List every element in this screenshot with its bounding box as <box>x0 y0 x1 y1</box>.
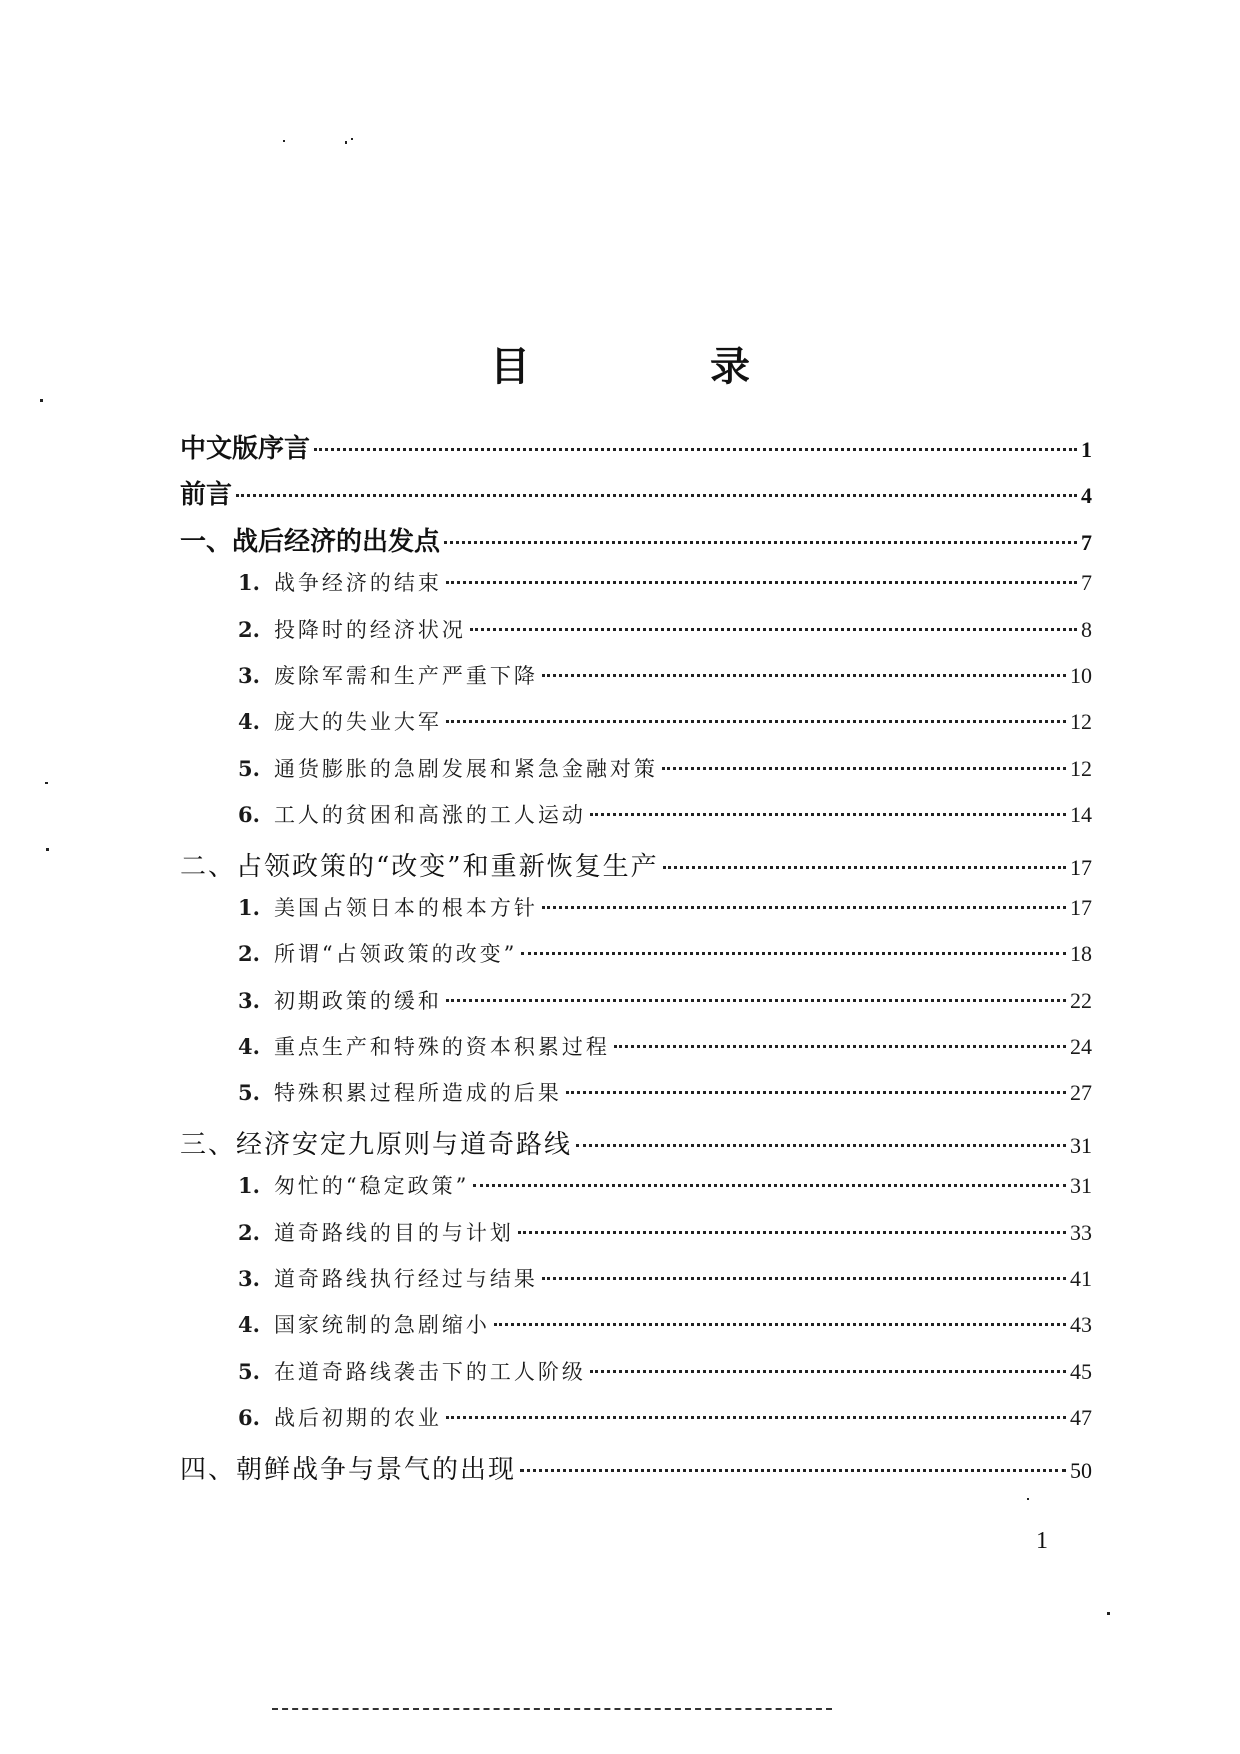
scan-bottom-rule <box>272 1708 832 1710</box>
toc-entry-page: 41 <box>1070 1266 1092 1292</box>
toc-section-3-6[interactable] <box>180 1402 1092 1448</box>
toc-section-3-4[interactable] <box>180 1309 1092 1355</box>
toc-section-1-3[interactable] <box>180 660 1092 706</box>
toc-section-1-6[interactable] <box>180 799 1092 845</box>
toc-entry-chinese-preface[interactable] <box>180 428 1092 474</box>
dot-leader <box>590 813 1066 816</box>
toc-section-number: 4. <box>238 1034 260 1060</box>
toc-section-2-2[interactable] <box>180 938 1092 984</box>
toc-section-number: 1. <box>238 894 260 920</box>
toc-entry-page: 4 <box>1081 483 1092 509</box>
dot-leader <box>542 674 1066 677</box>
toc-chapter-number: 一、 <box>180 526 233 557</box>
toc-entry-page: 33 <box>1070 1219 1092 1245</box>
scan-speck <box>45 782 48 784</box>
toc-section-number: 4. <box>238 709 260 735</box>
scan-speck <box>283 140 285 142</box>
toc-entry-label: 在道奇路线袭击下的工人阶级 <box>273 1359 586 1384</box>
toc-section-2-5[interactable] <box>180 1077 1092 1123</box>
toc-section-2-3[interactable] <box>180 985 1092 1031</box>
dot-leader <box>446 999 1066 1002</box>
toc-entry-label: 所谓“占领政策的改变” <box>273 942 518 967</box>
toc-entry-label: 朝鲜战争与景气的出现 <box>236 1454 517 1485</box>
dot-leader <box>494 1323 1066 1326</box>
toc-section-2-1[interactable] <box>180 892 1092 938</box>
page-title: 目 录 <box>490 343 820 390</box>
toc-section-number: 3. <box>238 987 260 1013</box>
toc-chapter-4[interactable] <box>180 1449 1092 1495</box>
toc-section-number: 5. <box>238 1358 260 1384</box>
toc-entry-page: 10 <box>1070 662 1092 688</box>
toc-section-number: 3. <box>238 1266 260 1292</box>
dot-leader <box>446 581 1077 584</box>
toc-section-1-2[interactable] <box>180 614 1092 660</box>
scan-speck <box>1027 1498 1029 1500</box>
toc-chapter-3[interactable] <box>180 1124 1092 1170</box>
toc-entry-page: 1 <box>1081 437 1092 462</box>
dot-leader <box>518 1231 1066 1234</box>
toc-entry-label: 战后经济的出发点 <box>232 526 441 557</box>
toc-chapter-number: 四、 <box>180 1454 237 1485</box>
toc-entry-label: 初期政策的缓和 <box>273 988 442 1013</box>
toc-entry-page: 7 <box>1081 570 1092 596</box>
scan-speck <box>1107 1612 1110 1615</box>
toc-entry-label: 废除军需和生产严重下降 <box>273 663 538 688</box>
toc-entry-page: 50 <box>1070 1457 1092 1483</box>
scan-speck <box>40 399 43 402</box>
dot-leader <box>446 720 1066 723</box>
toc-entry-preface[interactable] <box>180 474 1092 520</box>
toc-entry-page: 14 <box>1070 802 1092 828</box>
dot-leader <box>470 628 1077 631</box>
toc-entry-page: 31 <box>1070 1173 1092 1199</box>
dot-leader <box>542 1277 1066 1280</box>
dot-leader <box>473 1184 1066 1187</box>
dot-leader <box>566 1091 1066 1094</box>
toc-section-number: 6. <box>238 1405 260 1431</box>
toc-entry-label: 匆忙的“稳定政策” <box>273 1174 470 1199</box>
toc-section-3-5[interactable] <box>180 1356 1092 1402</box>
toc-entry-page: 27 <box>1070 1080 1092 1106</box>
toc-entry-page: 12 <box>1070 709 1092 735</box>
toc-chapter-number: 二、 <box>180 851 237 882</box>
toc-entry-page: 43 <box>1070 1312 1092 1338</box>
toc-entry-label: 占领政策的“改变”和重新恢复生产 <box>236 851 659 882</box>
toc-entry-page: 7 <box>1081 529 1092 555</box>
toc-entry-page: 22 <box>1070 987 1092 1013</box>
toc-entry-label: 通货膨胀的急剧发展和紧急金融对策 <box>273 756 658 781</box>
table-of-contents <box>180 428 1092 1495</box>
page-number: 1 <box>1036 1528 1048 1554</box>
dot-leader <box>662 767 1066 770</box>
toc-entry-label: 前言 <box>180 480 233 511</box>
toc-entry-label: 庞大的失业大军 <box>273 710 442 735</box>
toc-chapter-1[interactable] <box>180 521 1092 567</box>
dot-leader <box>542 906 1066 909</box>
toc-section-number: 5. <box>238 1080 260 1106</box>
toc-section-number: 5. <box>238 755 260 781</box>
toc-section-1-1[interactable] <box>180 567 1092 613</box>
toc-entry-page: 17 <box>1070 854 1092 880</box>
toc-entry-label: 投降时的经济状况 <box>273 617 466 642</box>
toc-section-number: 4. <box>238 1312 260 1338</box>
toc-entry-label: 经济安定九原则与道奇路线 <box>236 1129 573 1160</box>
toc-section-number: 6. <box>238 802 260 828</box>
toc-entry-page: 45 <box>1070 1358 1092 1384</box>
toc-entry-page: 24 <box>1070 1034 1092 1060</box>
toc-entry-page: 8 <box>1081 616 1092 642</box>
toc-entry-label: 国家统制的急剧缩小 <box>273 1313 490 1338</box>
scan-speck <box>46 848 49 851</box>
toc-entry-label: 工人的贫困和高涨的工人运动 <box>273 803 586 828</box>
toc-section-1-5[interactable] <box>180 753 1092 799</box>
toc-section-1-4[interactable] <box>180 706 1092 752</box>
dot-leader <box>614 1045 1066 1048</box>
toc-section-number: 2. <box>238 941 260 967</box>
scan-speck <box>351 138 353 140</box>
dot-leader <box>446 1416 1066 1419</box>
toc-section-number: 1. <box>238 1173 260 1199</box>
toc-entry-page: 12 <box>1070 755 1092 781</box>
toc-section-number: 1. <box>238 570 260 596</box>
dot-leader <box>520 1469 1066 1472</box>
toc-section-2-4[interactable] <box>180 1031 1092 1077</box>
toc-section-number: 3. <box>238 662 260 688</box>
toc-entry-label: 重点生产和特殊的资本积累过程 <box>273 1035 610 1060</box>
toc-section-number: 2. <box>238 1219 260 1245</box>
dot-leader <box>663 866 1066 869</box>
toc-section-3-1[interactable] <box>180 1170 1092 1216</box>
toc-section-3-3[interactable] <box>180 1263 1092 1309</box>
toc-entry-label: 战争经济的结束 <box>273 571 442 596</box>
dot-leader <box>576 1144 1066 1147</box>
dot-leader <box>314 448 1077 451</box>
toc-entry-page: 47 <box>1070 1405 1092 1431</box>
toc-entry-label: 道奇路线的目的与计划 <box>273 1220 514 1245</box>
toc-entry-label: 中文版序言 <box>180 434 311 464</box>
dot-leader <box>521 952 1066 955</box>
scan-speck <box>345 141 347 144</box>
dot-leader <box>590 1370 1066 1373</box>
dot-leader <box>236 494 1077 497</box>
toc-entry-label: 特殊积累过程所造成的后果 <box>273 1081 562 1106</box>
toc-entry-page: 31 <box>1070 1132 1092 1158</box>
toc-chapter-number: 三、 <box>180 1129 237 1160</box>
toc-section-number: 2. <box>238 616 260 642</box>
toc-entry-page: 17 <box>1070 894 1092 920</box>
toc-entry-label: 美国占领日本的根本方针 <box>273 895 538 920</box>
toc-chapter-2[interactable] <box>180 846 1092 892</box>
dot-leader <box>444 541 1077 544</box>
toc-entry-label: 战后初期的农业 <box>273 1406 442 1431</box>
toc-entry-label: 道奇路线执行经过与结果 <box>273 1267 538 1292</box>
toc-entry-page: 18 <box>1070 941 1092 967</box>
toc-section-3-2[interactable] <box>180 1217 1092 1263</box>
